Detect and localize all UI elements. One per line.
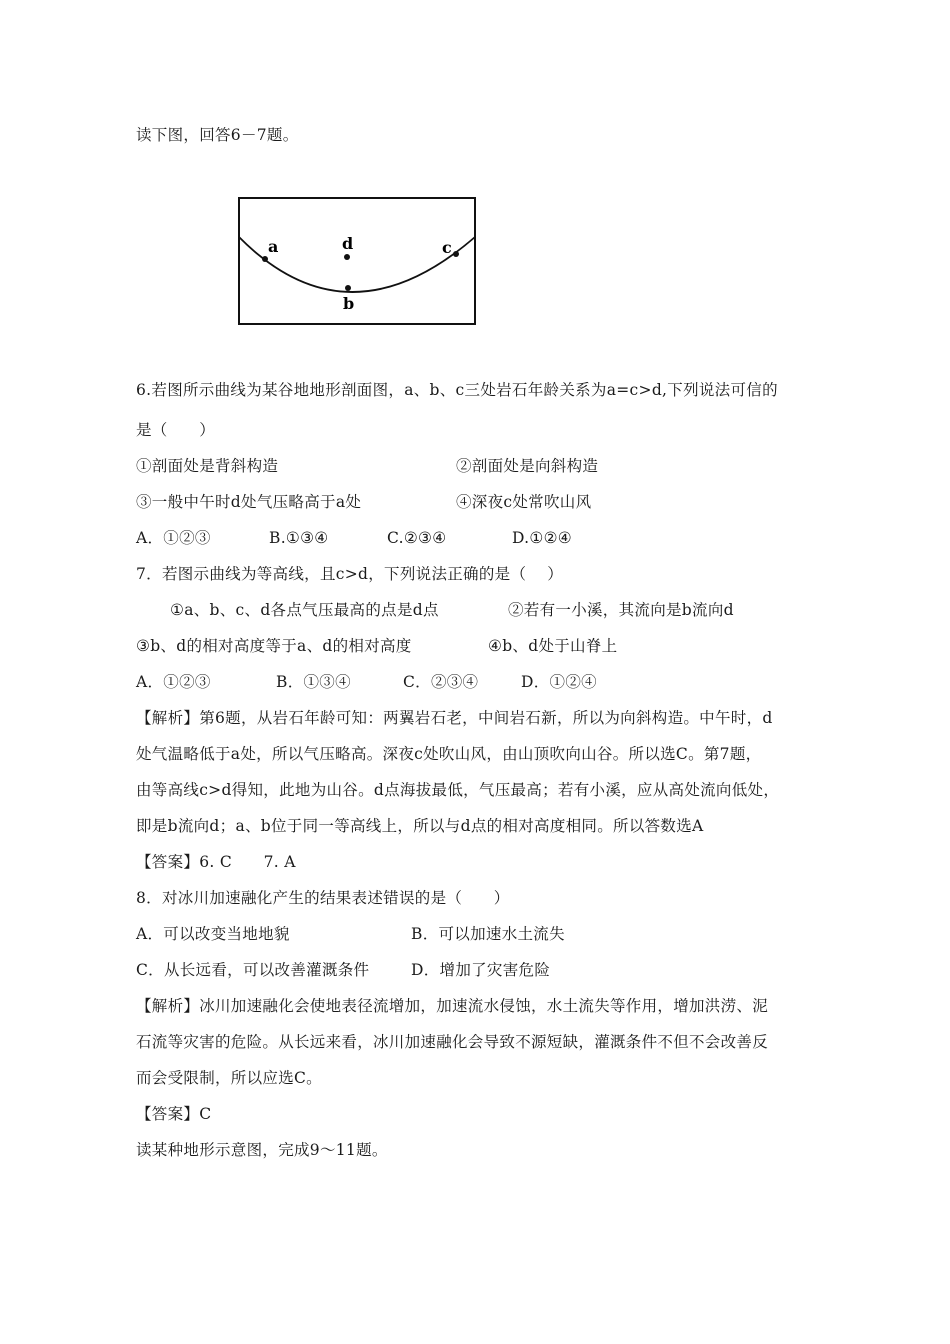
analysis-1-line4: 即是b流向d；a、b位于同一等高线上，所以与d点的相对高度相同。所以答数选A [136,817,704,835]
q6-statement-1: ①剖面处是背斜构造 [136,457,279,475]
label-a: a [268,237,279,256]
intro-text: 读下图，回答6－7题。 [136,126,299,144]
q7-statement-2: ②若有一小溪，其流向是b流向d [508,601,734,619]
q6-option-c: C.②③④ [387,529,447,547]
q8-option-b: B．可以加速水土流失 [411,925,565,943]
q7-statement-3: ③b、d的相对高度等于a、d的相对高度 [136,637,412,655]
q8-option-d: D．增加了灾害危险 [411,961,551,979]
q6-statement-3: ③一般中午时d处气压略高于a处 [136,493,362,511]
analysis-1-line2: 处气温略低于a处，所以气压略高。深夜c处吹山风，由山顶吹向山谷。所以选C。第7题， [136,745,762,763]
analysis-2-line3: 而会受限制，所以应选C。 [136,1069,322,1087]
analysis-2-line2: 石流等灾害的危险。从长远来看，冰川加速融化会导致不源短缺，灌溉条件不但不会改善反 [136,1033,769,1051]
outro-text: 读某种地形示意图，完成9～11题。 [136,1141,388,1159]
analysis-2-line1: 【解析】冰川加速融化会使地表径流增加，加速流水侵蚀，水土流失等作用，增加洪涝、泥 [136,997,769,1015]
q8-stem: 8．对冰川加速融化产生的结果表述错误的是（ ） [136,889,510,907]
answer-1: 【答案】6. C 7. A [136,853,296,871]
valley-profile-figure [238,197,476,325]
answer-2: 【答案】C [136,1105,212,1123]
analysis-1-line1: 【解析】第6题，从岩石年龄可知：两翼岩石老，中间岩石新，所以为向斜构造。中午时，d [136,709,773,727]
q6-statement-2: ②剖面处是向斜构造 [456,457,599,475]
point-d [344,254,350,260]
q7-option-b: B．①③④ [276,673,351,691]
point-a [262,256,268,262]
q8-option-c: C．从长远看，可以改善灌溉条件 [136,961,370,979]
analysis-1-line3: 由等高线c>d得知，此地为山谷。d点海拔最低，气压最高；若有小溪，应从高处流向低处， [136,781,780,799]
q6-stem-line1: 6.若图所示曲线为某谷地地形剖面图，a、b、c三处岩石年龄关系为a=c>d,下列说法可信的 [136,381,778,399]
label-b: b [343,294,355,313]
q7-option-c: C．②③④ [403,673,479,691]
point-b [345,285,351,291]
label-c: c [442,238,452,257]
valley-profile-diagram [238,197,476,325]
q7-statement-1: ①a、b、c、d各点气压最高的点是d点 [170,601,439,619]
q8-option-a: A．可以改变当地地貌 [136,925,290,943]
q6-option-d: D.①②④ [512,529,572,547]
q6-statement-4: ④深夜c处常吹山风 [456,493,592,511]
q6-option-b: B.①③④ [269,529,329,547]
q7-option-a: A．①②③ [136,673,211,691]
figure-border [239,198,475,324]
q6-option-a: A．①②③ [136,529,211,547]
q7-stem: 7．若图示曲线为等高线，且c>d，下列说法正确的是（ ） [136,565,564,583]
point-c [453,251,459,257]
q7-statement-4: ④b、d处于山脊上 [488,637,618,655]
label-d: d [342,234,354,253]
q6-stem-line2: 是（ ） [136,421,216,439]
q7-option-d: D．①②④ [521,673,597,691]
